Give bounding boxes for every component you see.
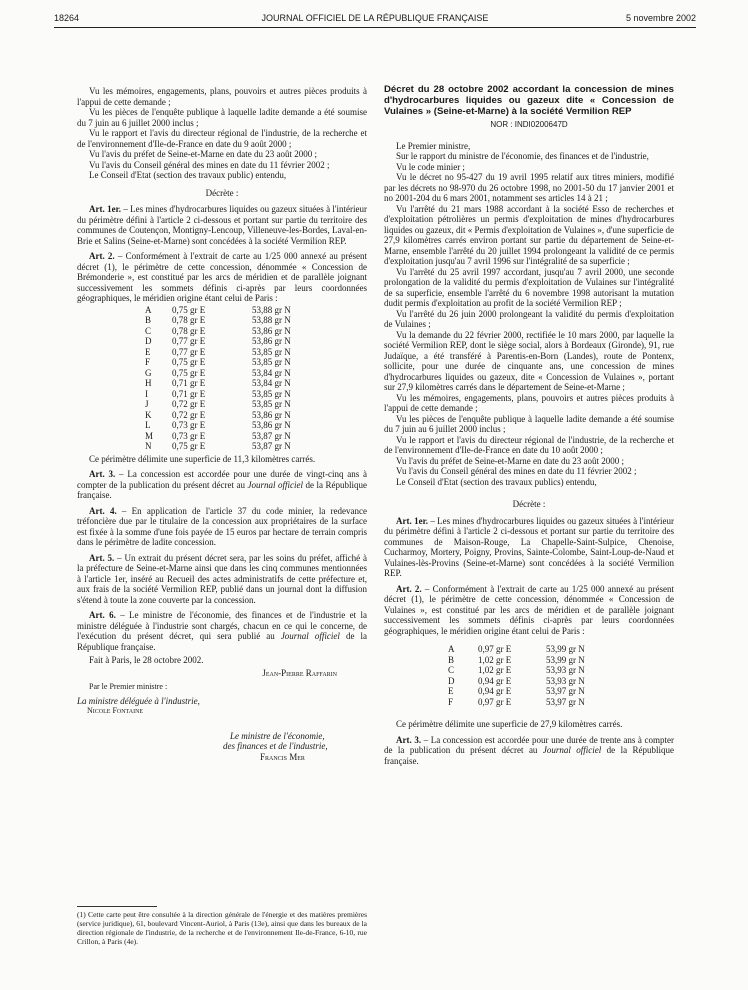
left-art3-label: Art. 3. (89, 469, 116, 479)
right-intro-paragraph: Vu les pièces de l'enquête publique à laquelle ladite demande a été soumise du 7 juin au 6 juillet 2000 inclus ; (384, 413, 674, 434)
coordinate-row (384, 644, 674, 655)
coordinate-row (77, 326, 367, 337)
longitude-value: 0,75 gr E (172, 304, 206, 315)
left-article-6 (77, 610, 367, 652)
latitude-value: 53,86 gr N (252, 420, 291, 430)
right-art3-post: de la République française. (384, 745, 674, 766)
left-art3-post: de la République française. (77, 479, 368, 500)
issue-date: 5 novembre 2002 (625, 13, 696, 23)
decree-title: Décret du 28 octobre 2002 accordant la concession de mines d'hydrocarbures liquides ou gazeux dite « Concession de Vulaines » (Seine-et-Marne) à la société Vermilion REP (384, 84, 674, 117)
right-intro-paragraph: Vu l'arrêté du 25 avril 1997 accordant, jusqu'au 7 avril 2000, une seconde prolongation de la validité du permis d'exploitation de Vulaines sur l'intégralité de sa superficie, ensemble l'arrêté du 6 novembre 1998 autorisant la mutation dudit permis d'exploitation au profit de la société Vermilion REP ; (384, 266, 674, 308)
right-column (384, 84, 674, 766)
right-art1-text: – Les mines d'hydrocarbures liquides ou gazeux situées à l'intérieur du périmètre défini à l'article 2 ci-dessous et portant sur partie du territoire des communes de Maison-Rouge, La Chapelle-Saint-Sulpice, Chenoise, Cucharmoy, Mortery, Poigny, Provins, Sainte-Colombe, Saint-Loup-de-Naud et Vulaines-lès-Provins (Seine-et-Marne) sont concédées à la société Vermilion REP. (384, 515, 675, 578)
left-art4-label: Art. 4. (89, 505, 117, 516)
signer-delegate: Nicole Fontaine (87, 706, 144, 715)
left-perimeter: Ce périmètre délimite une superficie de 11,3 kilomètres carrés. (89, 453, 316, 464)
right-coordinates-table (384, 644, 674, 707)
left-decrete: Décrète : (205, 187, 239, 198)
latitude-value: 53,93 gr N (546, 665, 585, 675)
longitude-value: 0,72 gr E (172, 409, 206, 420)
vertex-label: G (145, 367, 152, 378)
right-intro-paragraph: Vu l'avis du préfet de Seine-et-Marne en date du 23 août 2000 ; (396, 455, 625, 466)
left-coordinates-table (77, 305, 367, 452)
signer-eco: Francis Mer (260, 751, 305, 762)
coordinate-row (384, 676, 674, 687)
latitude-value: 53,84 gr N (252, 378, 291, 388)
vertex-label: D (145, 336, 152, 346)
coordinate-row (77, 315, 367, 326)
longitude-value: 0,97 gr E (478, 696, 512, 707)
left-art6-jo: Journal officiel (280, 631, 340, 641)
left-article-5 (77, 553, 367, 606)
left-art3-pre: – La concession est accordée pour une durée de vingt-cinq ans à compter de la publication du présent décret au (77, 469, 367, 490)
vertex-label: I (145, 388, 148, 399)
vertex-label: H (145, 378, 152, 388)
vertex-label: D (448, 675, 455, 686)
longitude-value: 0,94 gr E (478, 675, 512, 686)
coordinate-row (384, 655, 674, 666)
right-intro-paragraph: Vu le code minier ; (396, 161, 465, 172)
journal-title: JOURNAL OFFICIEL DE LA RÉPUBLIQUE FRANÇAISE (261, 13, 489, 23)
longitude-value: 0,73 gr E (172, 420, 206, 430)
longitude-value: 0,78 gr E (172, 315, 206, 325)
right-intro-paragraph: Vu l'arrêté du 26 juin 2000 prolongeant la validité du permis d'exploitation de Vulaines ; (384, 308, 674, 329)
vertex-label: M (145, 430, 154, 441)
latitude-value: 53,93 gr N (546, 675, 585, 686)
coordinate-row (77, 336, 367, 347)
right-intro-paragraph: Vu les mémoires, engagements, plans, pouvoirs et autres pièces produits à l'appui de cette demande ; (384, 392, 674, 413)
longitude-value: 0,77 gr E (172, 346, 206, 357)
coordinate-row (77, 378, 367, 389)
minister-eco-line1: Le ministre de l'économie, (230, 730, 325, 741)
minister-eco-line2: des finances et de l'industrie, (223, 741, 328, 751)
coordinate-row (384, 697, 674, 708)
vertex-label: A (448, 644, 455, 654)
left-intro (77, 86, 367, 181)
vertex-label: N (145, 441, 152, 451)
vertex-label: K (145, 409, 152, 420)
coordinate-row (77, 399, 367, 410)
left-footnote: (1) Cette carte peut être consultée à la direction générale de l'énergie et des matières premières (service juridique), 61, boulevard Vincent-Auriol, à Paris (13e), ainsi que dans les bureaux de la direction régionale de l'industrie, de la recherche et de l'environnement Ile-de-France, 6-10, rue Crillon, à Paris (4e). (77, 910, 367, 946)
latitude-value: 53,84 gr N (252, 367, 291, 378)
right-art2-label: Art. 2. (396, 583, 422, 594)
vertex-label: J (145, 399, 149, 409)
right-perimeter: Ce périmètre délimite une superficie de 27,9 kilomètres carrés. (396, 719, 623, 729)
coordinate-row (77, 441, 367, 452)
latitude-value: 53,85 gr N (252, 399, 291, 409)
left-art2-label: Art. 2. (89, 251, 115, 261)
minister-delegate: La ministre déléguée à l'industrie, (77, 695, 200, 706)
vertex-label: A (145, 304, 152, 315)
longitude-value: 0,77 gr E (172, 336, 206, 346)
left-intro-paragraph: Le Conseil d'Etat (section des travaux public) entendu, (89, 170, 287, 180)
page-header (54, 11, 696, 28)
latitude-value: 53,86 gr N (252, 336, 291, 346)
right-art2-text: – Conformément à l'extrait de carte au 1/25 000 annexé au présent décret (1), le périmètre de cette concession, dénommée « Concession de Vulaines », est constitué par les arcs de méridien et de parallèle joignant successivement les sommets définis ci-après par leurs coordonnées géographiques, le méridien origine étant celui de Paris : (384, 583, 674, 636)
footnote-rule (77, 906, 157, 907)
vertex-label: C (448, 665, 455, 675)
latitude-value: 53,85 gr N (252, 388, 291, 399)
coordinate-row (77, 305, 367, 316)
latitude-value: 53,85 gr N (252, 346, 291, 357)
longitude-value: 0,75 gr E (172, 441, 206, 451)
longitude-value: 1,02 gr E (478, 665, 512, 675)
vertex-label: F (145, 357, 151, 367)
right-decrete: Décrète : (512, 499, 546, 509)
longitude-value: 1,02 gr E (478, 654, 512, 665)
right-intro (384, 151, 674, 487)
signatures (77, 668, 367, 763)
left-art4-text: – En application de l'article 37 du code minier, la redevance tréfoncière due par le titulaire de la concession aux propriétaires de la surface est fixée à la somme d'une fois payée de 15 euros par hectare de terrain compris dans le périmètre de ladite concession. (77, 505, 368, 547)
longitude-value: 0,71 gr E (172, 378, 206, 388)
left-art6-pre: – Le ministre de l'économie, des finances et de l'industrie et la ministre déléguée à l'industrie sont chargés, chacun en ce qui le concerne, de l'exécution du présent décret, qui sera publié au (77, 610, 367, 641)
left-art3-jo: Journal officiel (247, 479, 303, 490)
longitude-value: 0,73 gr E (172, 430, 206, 441)
longitude-value: 0,97 gr E (478, 644, 512, 654)
coordinate-row (77, 410, 367, 421)
left-art5-label: Art. 5. (89, 552, 115, 563)
vertex-label: F (448, 696, 454, 707)
vertex-label: B (448, 654, 455, 665)
left-fait: Fait à Paris, le 28 octobre 2002. (89, 655, 204, 665)
left-art1-text: – Les mines d'hydrocarbures liquides ou gazeux situées à l'intérieur du périmètre défini à l'article 2 ci-dessous et portant sur partie du territoire des communes de Coutençon, Montigny-Lencoup, Villeneuve-les-Bordes, Laval-en-Brie et Salins (Seine-et-Marne) sont concédées à la société Vermilion REP. (77, 204, 368, 246)
left-art1-label: Art. 1er. (89, 204, 121, 214)
longitude-value: 0,71 gr E (172, 388, 206, 399)
right-intro-paragraph: Vu l'avis du Conseil général des mines en date du 11 février 2002 ; (396, 466, 637, 476)
right-intro-paragraph: Vu l'arrêté du 21 mars 1988 accordant à la société Esso de recherches et d'exploitation pétrolières un permis d'exploitation de mines d'hydrocarbures liquides ou gazeux, dit « Permis d'exploitation de Vulaines », d'une superficie de 27,9 kilomètres carrés environ portant sur partie du département de Seine-et-Marne, ensemble l'arrêté du 20 juillet 1994 prolongeant la validité de ce permis d'exploitation jusqu'au 7 avril 1996 sur l'intégralité de sa superficie ; (384, 203, 674, 266)
latitude-value: 53,87 gr N (252, 430, 291, 441)
latitude-value: 53,97 gr N (546, 696, 585, 707)
left-article-2 (77, 251, 367, 304)
vertex-label: B (145, 315, 152, 325)
right-premier: Le Premier ministre, (396, 140, 471, 151)
left-art6-post: de la République française. (77, 631, 367, 652)
latitude-value: 53,88 gr N (252, 304, 291, 315)
right-intro-paragraph: Sur le rapport du ministre de l'économie, des finances et de l'industrie, (396, 151, 649, 161)
coordinate-row (77, 389, 367, 400)
right-art3-jo: Journal officiel (542, 745, 602, 755)
nor-reference: NOR : INDI0200647D (490, 120, 568, 129)
signer-prime-minister: Jean-Pierre Raffarin (262, 667, 337, 678)
right-intro-paragraph: Vu le décret no 95-427 du 19 avril 1995 relatif aux titres miniers, modifié par les décrets no 98-970 du 26 octobre 1998, no 2001-50 du 17 janvier 2001 et no 2001-204 du 6 mars 2001, notamment ses articles 14 à 21 ; (384, 172, 674, 203)
right-article-2 (384, 584, 674, 637)
latitude-value: 53,99 gr N (546, 644, 585, 654)
coordinate-row (77, 368, 367, 379)
longitude-value: 0,94 gr E (478, 686, 512, 696)
left-intro-paragraph: Vu les mémoires, engagements, plans, pouvoirs et autres pièces produits à l'appui de cette demande ; (77, 86, 367, 107)
coordinate-row (384, 665, 674, 676)
latitude-value: 53,97 gr N (546, 686, 585, 696)
latitude-value: 53,86 gr N (252, 409, 291, 420)
left-intro-paragraph: Vu l'avis du préfet de Seine-et-Marne en date du 23 août 2000 ; (89, 149, 318, 159)
right-art3-pre: – La concession est accordée pour une durée de trente ans à compter de la publication du présent décret au (384, 734, 674, 755)
page-number: 18264 (54, 13, 80, 23)
right-intro-paragraph: Vu le rapport et l'avis du directeur régional de l'industrie, de la recherche et de l'environnement d'Ile-de-France en date du 10 août 2000 ; (384, 434, 674, 455)
latitude-value: 53,88 gr N (252, 315, 291, 325)
left-article-1 (77, 204, 367, 246)
right-article-3 (384, 735, 674, 767)
left-article-3 (77, 469, 367, 501)
longitude-value: 0,72 gr E (172, 399, 206, 409)
coordinate-row (384, 686, 674, 697)
right-article-1 (384, 516, 674, 579)
vertex-label: E (448, 686, 454, 696)
longitude-value: 0,78 gr E (172, 325, 206, 336)
coordinate-row (77, 420, 367, 431)
left-art6-label: Art. 6. (89, 610, 116, 620)
right-intro-paragraph: Le Conseil d'Etat (section des travaux publics) entendu, (396, 476, 597, 487)
coordinate-row (77, 347, 367, 358)
left-intro-paragraph: Vu les pièces de l'enquête publique à laquelle ladite demande a été soumise du 7 juin au 6 juillet 2000 inclus ; (77, 107, 367, 128)
longitude-value: 0,75 gr E (172, 367, 206, 378)
right-art3-label: Art. 3. (396, 734, 422, 745)
latitude-value: 53,86 gr N (252, 325, 291, 336)
vertex-label: L (145, 420, 151, 430)
par-premier-ministre: Par le Premier ministre : (89, 682, 168, 691)
left-article-4 (77, 506, 367, 548)
vertex-label: C (145, 325, 152, 336)
latitude-value: 53,99 gr N (546, 654, 585, 665)
right-intro-paragraph: Vu la demande du 22 février 2000, rectifiée le 10 mars 2000, par laquelle la société Vermilion REP, dont le siège social, alors à Bordeaux (Gironde), 91, rue Judaïque, a été transféré à Parentis-en-Born (Landes), route de Pontenx, sollicite, pour une durée de cinquante ans, une concession de mines d'hydrocarbures liquides ou gazeux, dite « Concession de Vulaines », portant sur 27,9 kilomètres carrés dans le département de Seine-et-Marne ; (384, 329, 674, 392)
longitude-value: 0,75 gr E (172, 357, 206, 367)
latitude-value: 53,85 gr N (252, 357, 291, 367)
left-art5-text: – Un extrait du présent décret sera, par les soins du préfet, affiché à la préfecture de Seine-et-Marne ainsi que dans les cinq communes mentionnées à l'article 1er, inséré au Recueil des actes administratifs de cette préfecture et, aux frais de la société Vermilion REP, publié dans un journal dont la diffusion s'étend à toute la zone couverte par la concession. (77, 552, 367, 605)
left-art2-text: – Conformément à l'extrait de carte au 1/25 000 annexé au présent décret (1), le périmètre de cette concession, dénommée « Concession de Brémonderie », est constitué par les arcs de méridien et de parallèle joignant successivement les sommets définis ci-après par leurs coordonnées géographiques, le méridien origine étant celui de Paris : (77, 251, 367, 303)
right-art1-label: Art. 1er. (396, 515, 428, 526)
left-intro-paragraph: Vu l'avis du Conseil général des mines en date du 11 février 2002 ; (89, 159, 330, 170)
coordinate-row (77, 357, 367, 368)
latitude-value: 53,87 gr N (252, 441, 291, 451)
left-intro-paragraph: Vu le rapport et l'avis du directeur régional de l'industrie, de la recherche et de l'environnement d'Ile-de-France en date du 9 août 2000 ; (77, 128, 367, 149)
left-column (77, 86, 367, 762)
vertex-label: E (145, 346, 151, 357)
coordinate-row (77, 431, 367, 442)
